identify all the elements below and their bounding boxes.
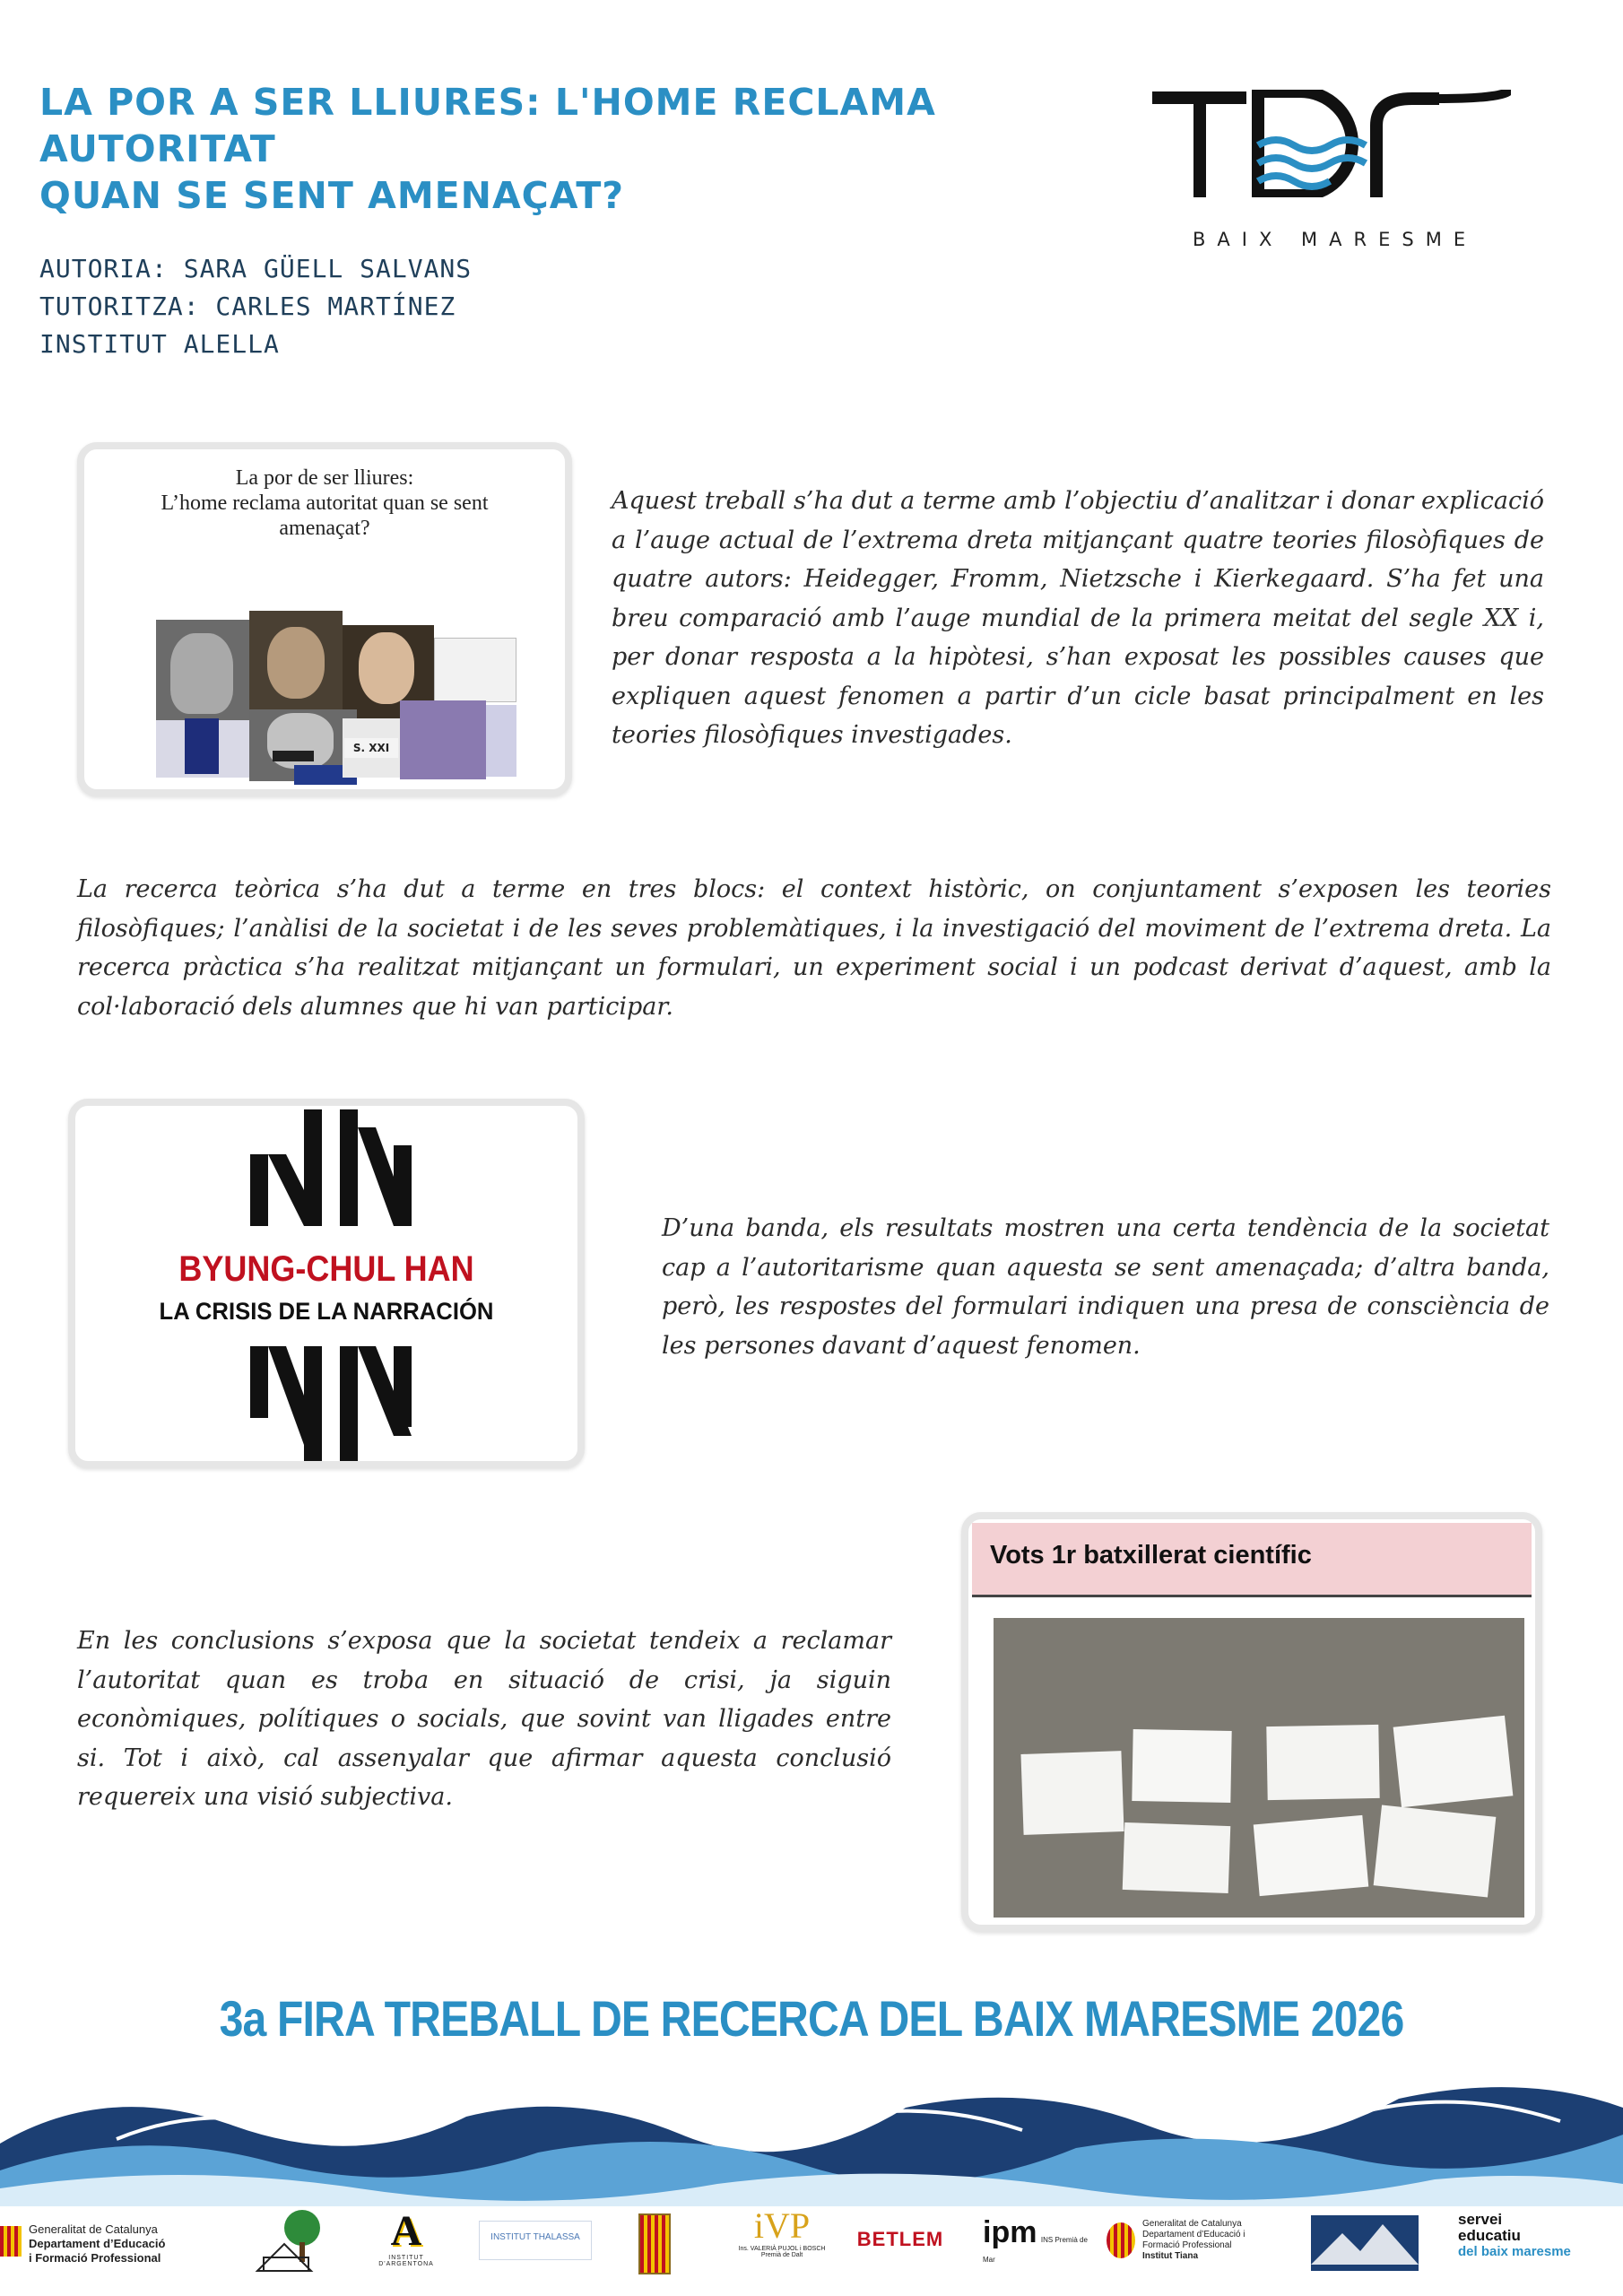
- ipm-logo: [983, 2215, 1090, 2266]
- intro-paragraph: Aquest treball s’ha dut a terme amb l’objectiu d’analitzar i donar explicació a l’auge actual de l’extrema dreta mitjançant quatre teories filosòfiques de quatre autors: Heidegger, Fromm, Nietzsche i Kierkegaard. S’ha fet una breu comparació amb l’auge mundial de la primera meitat del segle XX i, per donar resposta a la hipòtesi, s’han exposat les possibles causes que expliquen aquest fenomen a partir d’un cicle basat principalment en les teories filosòfiques investigades.: [612, 487, 1544, 749]
- ipm-mark: ipm: [983, 2215, 1037, 2249]
- gencat-logo: [0, 2222, 215, 2276]
- gencat-line-3: i Formació Professional: [29, 2251, 161, 2265]
- book-cover-card: [68, 1099, 585, 1468]
- footer-waves: [0, 2072, 1623, 2206]
- tiana-line-3: Formació Professional: [1142, 2240, 1232, 2250]
- title-line-2: QUAN SE SENT AMENAÇAT?: [39, 174, 625, 217]
- portrait-fromm-face: [267, 627, 325, 699]
- argentona-logo: [375, 2208, 438, 2280]
- collage-flag-stripe: [185, 718, 219, 774]
- vote-card: [1132, 1729, 1231, 1803]
- servei-educatiu-logo: [1458, 2212, 1610, 2260]
- fair-title: 3a FIRA TREBALL DE RECERCA DEL BAIX MARESME 2026: [219, 1990, 1404, 2047]
- collage-light: [486, 705, 516, 777]
- slide-title-line-3: amenaçat?: [279, 517, 370, 540]
- book-bottom-graphic: [232, 1346, 430, 1463]
- argentona-text: INSTITUT D'ARGENTONA: [378, 2255, 434, 2267]
- gencat-line-1: Generalitat de Catalunya: [29, 2222, 158, 2236]
- ivp-sub: Ins. VALERIÀ PUJOL i BOSCH: [738, 2246, 826, 2252]
- book-author: BYUNG-CHUL HAN: [178, 1249, 474, 1289]
- results-paragraph: D’una banda, els resultats mostren una certa tendència de la societat cap a l’autoritarisme quan aquesta se sent amenaçada; d’altra banda, però, les respostes del formulari indiquen una presa de consciència de les persones davant d’aquest fenomen.: [662, 1214, 1549, 1360]
- tdr-logo: [1152, 90, 1511, 197]
- conclusions-paragraph: En les conclusions s’exposa que la societat tendeix a reclamar l’autoritat quan es troba en situació de crisi, ja siguin econòmiques, polítiques o socials, que sovint van lligades entre si. Tot i això, cal assenyalar que afirmar aquesta conclusió requereix una visió subjectiva.: [77, 1627, 891, 1811]
- school-line: INSTITUT ALELLA: [39, 329, 280, 359]
- votes-heading: Vots 1r batxillerat científic: [990, 1541, 1312, 1570]
- tdr-logo-subtitle: BAIX MARESME: [1193, 229, 1478, 250]
- slide-title-line-2: L’home reclama autoritat quan se sent: [161, 491, 489, 515]
- slide-title-line-1: La por de ser lliures:: [235, 466, 414, 490]
- page-title: [39, 79, 1115, 219]
- ivp-logo: [728, 2206, 836, 2278]
- collage-purple: [400, 700, 486, 779]
- vote-card: [1123, 1822, 1231, 1893]
- portrait-nietzsche-moustache: [273, 751, 314, 761]
- author-line: AUTORIA: SARA GÜELL SALVANS: [39, 254, 473, 283]
- vote-card: [1254, 1815, 1369, 1896]
- tiana-line-4: Institut Tiana: [1142, 2251, 1199, 2261]
- drawing-panel: [434, 638, 516, 702]
- betlem-logo: [855, 2228, 945, 2251]
- tiana-line-2: Departament d’Educació i: [1142, 2230, 1245, 2239]
- thalassa-text: INSTITUT THALASSA: [490, 2232, 580, 2242]
- shield-logo: [638, 2213, 671, 2274]
- mountain-logo: [1311, 2215, 1419, 2271]
- votes-card: [961, 1512, 1542, 1932]
- thalassa-logo: [479, 2221, 592, 2260]
- ipm-sub: INS Premià de Mar: [983, 2236, 1088, 2264]
- book-top-graphic: [232, 1109, 430, 1226]
- tiana-line-1: Generalitat de Catalunya: [1142, 2219, 1242, 2229]
- tree-school-logo: [253, 2208, 334, 2280]
- portrait-heidegger-face: [170, 633, 233, 714]
- servei-line-1: servei: [1458, 2211, 1503, 2228]
- argentona-letter: A: [390, 2207, 422, 2255]
- servei-line-2: educatiu: [1458, 2227, 1521, 2244]
- portrait-kierkegaard-face: [359, 632, 414, 704]
- vote-card: [1374, 1805, 1497, 1898]
- vote-card: [1393, 1716, 1514, 1808]
- votes-photo: [994, 1618, 1524, 1918]
- vote-card: [1020, 1751, 1124, 1835]
- book-title: LA CRISIS DE LA NARRACIÓN: [159, 1298, 494, 1325]
- betlem-text: BETLEM: [856, 2228, 944, 2250]
- slide-title: [84, 465, 565, 541]
- servei-line-3: del baix maresme: [1458, 2244, 1571, 2259]
- ivp-sub-2: Premià de Dalt: [760, 2252, 803, 2258]
- ivp-mark: iVP: [753, 2205, 811, 2246]
- gencat-line-2: Departament d’Educació: [29, 2237, 166, 2250]
- gencat-flag-icon: [0, 2226, 22, 2257]
- research-paragraph: La recerca teòrica s’ha dut a terme en tres blocs: el context històric, on conjuntament s’exposen les teories filosòfiques; l’anàlisi de la societat i de les seves problemàtiques, i la investigació del moviment de l’extrema dreta. La recerca pràctica s’ha realitzat mitjançant un formulari, un experiment social i un podcast derivat d’aquest, amb la col·laboració dels alumnes que hi van participar.: [77, 875, 1551, 1021]
- cover-slide-card: [77, 442, 572, 796]
- vote-card: [1266, 1725, 1379, 1800]
- tutor-line: TUTORITZA: CARLES MARTÍNEZ: [39, 291, 456, 321]
- title-line-1: LA POR A SER LLIURES: L'HOME RECLAMA AUTORITAT: [39, 81, 936, 170]
- tiana-logo: [1107, 2219, 1286, 2273]
- tiana-flag-icon: [1107, 2222, 1135, 2258]
- century-badge: S. XXI: [344, 738, 398, 758]
